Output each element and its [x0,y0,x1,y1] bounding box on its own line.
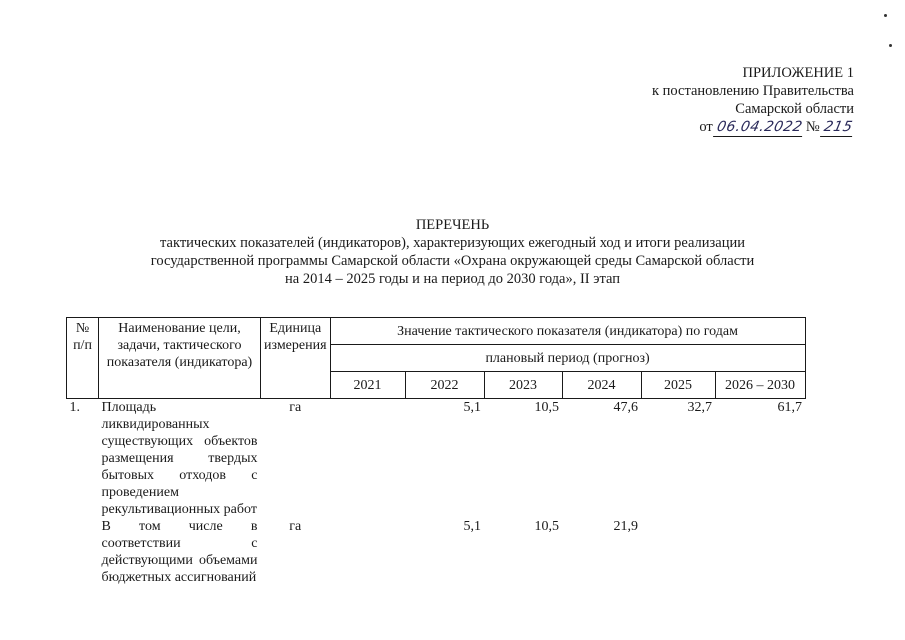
scan-speck [889,44,892,47]
header-year: 2021 [330,372,405,399]
appendix-block [652,64,854,137]
heading-line-2: государственной программы Самарской области «Охрана окружающей среды Самарской области [150,253,755,269]
document-heading [0,216,905,288]
header-year: 2022 [405,372,484,399]
table-row [67,399,806,519]
appendix-line-2: Самарской области [735,101,854,117]
row-unit: га [289,519,302,534]
from-label: от [699,119,713,135]
row-value: 5,1 [463,519,482,534]
row-value [330,399,405,519]
row-num: 1. [69,400,80,415]
header-year: 2024 [562,372,641,399]
row-value: 32,7 [687,400,713,415]
header-year: 2025 [641,372,715,399]
heading-line-1: тактических показателей (индикаторов), характеризующих ежегодный ход и итоги реализации [160,235,745,251]
appendix-title: ПРИЛОЖЕНИЕ 1 [742,65,854,81]
row-unit: га [289,400,302,415]
row-value: 10,5 [534,519,560,534]
header-values-group: Значение тактического показателя (индикатора) по годам [330,318,805,345]
number-label: № [805,119,820,135]
row-name: В том числе в соответствии с действующими объемами бюджетных ассигнований [101,519,258,585]
header-year: 2023 [484,372,562,399]
row-value: 10,5 [534,400,560,415]
appendix-date-number [699,118,854,137]
scan-speck [884,14,887,17]
heading-line-3: на 2014 – 2025 годы и на период до 2030 года», II этап [285,271,620,287]
header-unit: Единица измерения [261,318,331,399]
header-year: 2026 – 2030 [715,372,805,399]
row-value [641,518,715,586]
header-planned-period: плановый период (прогноз) [330,345,805,372]
handwritten-number: 215 [820,118,856,137]
row-value [715,518,805,586]
header-num: № п/п [67,318,99,399]
row-value: 47,6 [613,400,639,415]
table-row [67,518,806,586]
row-value: 5,1 [463,400,482,415]
heading-title: ПЕРЕЧЕНЬ [415,217,490,233]
row-value [330,518,405,586]
header-name: Наименование цели, задачи, тактического показателя (индикатора) [99,318,261,399]
handwritten-date: 06.04.2022 [713,118,806,137]
indicators-table [66,317,806,586]
row-num [67,518,99,586]
row-name: Площадь ликвидированных существующих объектов размещения твердых бытовых отходов с проведением рекультивационных работ [101,400,258,517]
appendix-line-1: к постановлению Правительства [652,83,854,99]
row-value: 61,7 [777,400,803,415]
row-value: 21,9 [613,519,639,534]
